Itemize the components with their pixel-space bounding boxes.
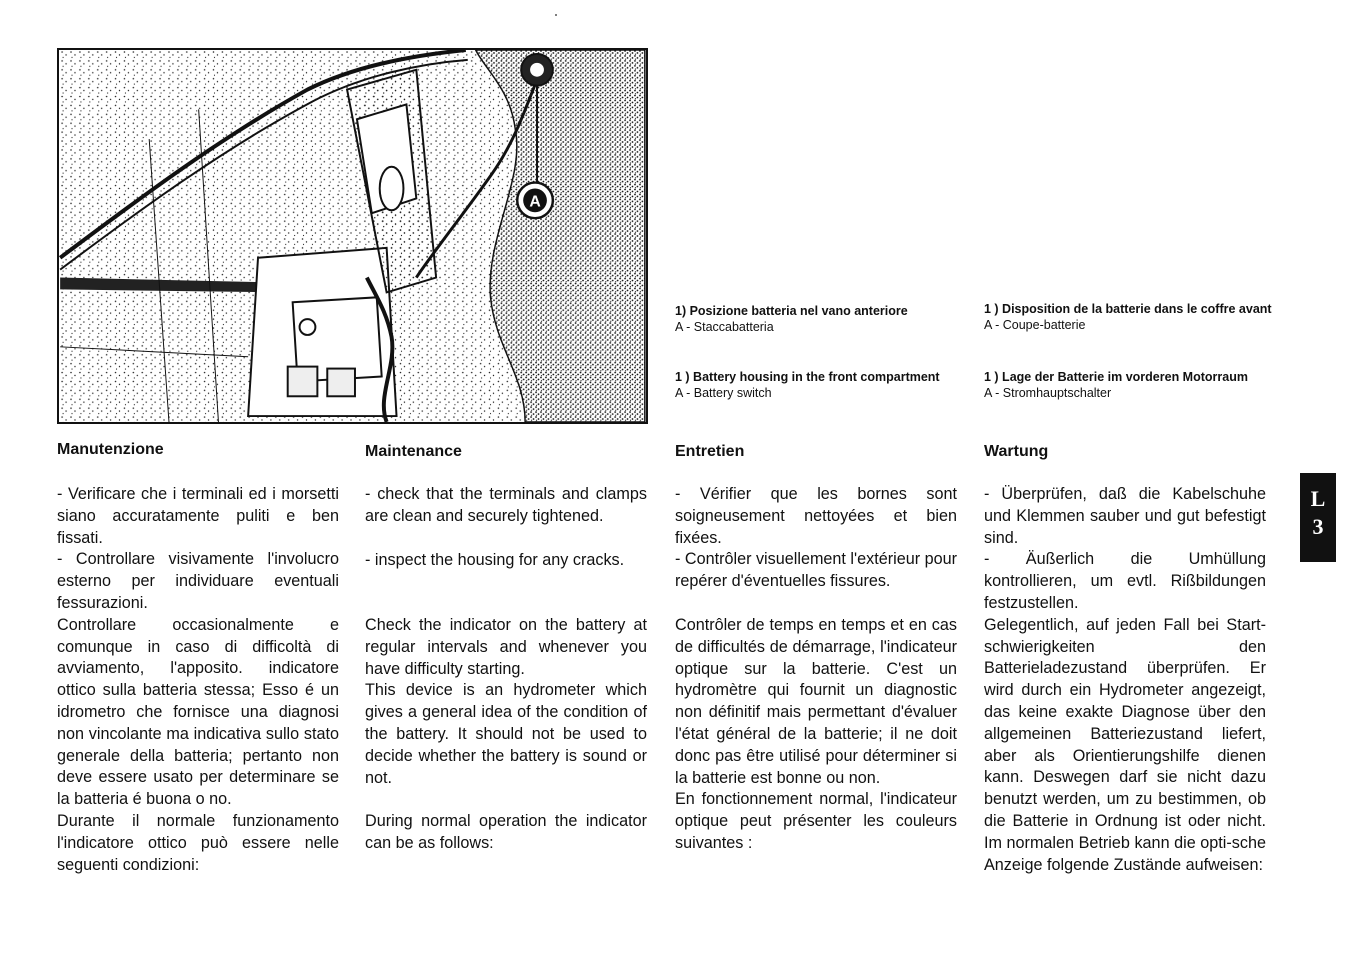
callout-label-a: A (529, 193, 541, 211)
speck (555, 14, 557, 16)
paragraph: - Vérifier que les bornes sont soigneusement nettoyées et bien fixées. (675, 485, 957, 547)
italian-text-block-1 (57, 484, 339, 876)
heading-entretien: Entretien (675, 443, 745, 460)
paragraph: En fonctionnement normal, l'indicateur optique peut présenter les couleurs suivantes : (675, 790, 957, 852)
caption-item: A - Coupe-batterie (984, 318, 1086, 332)
paragraph: - Überprüfen, daß die Kabelschuhe und Klemmen sauber und gut befestigt sind. (984, 485, 1266, 547)
paragraph: - Verificare che i terminali ed i morsetti siano accuratamente puliti e ben fissati. (57, 485, 339, 547)
heading-maintenance: Maintenance (365, 443, 462, 460)
caption-french (984, 301, 1274, 333)
paragraph: Durante il normale funzionamento l'indicatore ottico può essere nelle seguenti condizioni: (57, 811, 339, 874)
caption-title: 1 ) Battery housing in the front compartment (675, 370, 940, 384)
paragraph: Gelegentlich, auf jeden Fall bei Start-schwierigkeiten den Batterieladezustand überprüfen. Er wird durch ein Hydrometer angezeigt, das keine exakte Diagnose über den allgemeinen Batteriezustand liefert, aber als Orientierungshilfe dienen kann. Deswegen darf sie nicht dazu benutzt werden, um zu bestimmen, ob die Batterie in Ordnung ist oder nicht. Im normalen Betrieb kann die opti-sche Anzeige folgende Zustände aufweisen: (984, 615, 1266, 874)
paragraph: This device is an hydrometer which gives a general idea of the condition of the battery. It should not be used to decide whether the battery is sound or not. (365, 681, 647, 787)
german-text-block-1 (984, 484, 1266, 876)
english-text-block-1 (365, 484, 647, 528)
paragraph: Check the indicator on the battery at regular intervals and whenever you have difficulty starting. (365, 616, 647, 678)
paragraph: Contrôler de temps en temps et en cas de difficultés de démarrage, l'indicateur optique sur la batterie. C'est un hydromètre qui fournit un diagnostic non définitif mais permettant d'évaluer l'état général de la batterie; il ne doit donc pas être utilisé pour déterminer si la batterie est bonne ou non. (675, 616, 957, 787)
french-text-block-1 (675, 484, 957, 593)
paragraph: - check that the terminals and clamps are clean and securely tightened. (365, 485, 647, 525)
caption-item: A - Staccabatteria (675, 320, 774, 334)
english-text-block-4 (365, 811, 647, 855)
caption-title: 1 ) Disposition de la batterie dans le coffre avant (984, 302, 1272, 316)
caption-english (675, 369, 965, 401)
paragraph: - Äußerlich die Umhüllung kontrollieren, um evtl. Rißbildungen festzustellen. (984, 550, 1266, 612)
tab-number: 3 (1312, 514, 1324, 539)
caption-title: 1 ) Lage der Batterie im vorderen Motorraum (984, 370, 1248, 384)
caption-italian (675, 303, 965, 335)
caption-german (984, 369, 1274, 401)
english-text-block-3 (365, 615, 647, 789)
caption-title: 1) Posizione batteria nel vano anteriore (675, 304, 908, 318)
battery-compartment-illustration (57, 48, 648, 424)
paragraph: During normal operation the indicator can be as follows: (365, 812, 647, 852)
heading-wartung: Wartung (984, 443, 1049, 460)
heading-manutenzione: Manutenzione (57, 441, 164, 458)
section-tab (1300, 473, 1336, 562)
caption-item: A - Stromhauptschalter (984, 386, 1112, 400)
tab-letter: L (1310, 486, 1326, 511)
english-text-block-2 (365, 550, 647, 572)
paragraph: Controllare occasionalmente e comunque in caso di difficoltà di avviamento, l'apposito. indicatore ottico sulla batteria stessa; Esso é un idrometro che fornisce una diagnosi non vincolante ma indicativa sullo stato generale della batteria; pertanto non deve essere usato per determinare se la batteria é buona o no. (57, 615, 339, 809)
french-text-block-2 (675, 615, 957, 855)
paragraph: - Contrôler visuellement l'extérieur pour repérer d'éventuelles fissures. (675, 550, 957, 591)
paragraph: - Controllare visivamente l'involucro esterno per individuare eventuali fessurazioni. (57, 550, 339, 612)
paragraph: - inspect the housing for any cracks. (365, 551, 625, 569)
caption-item: A - Battery switch (675, 386, 772, 400)
